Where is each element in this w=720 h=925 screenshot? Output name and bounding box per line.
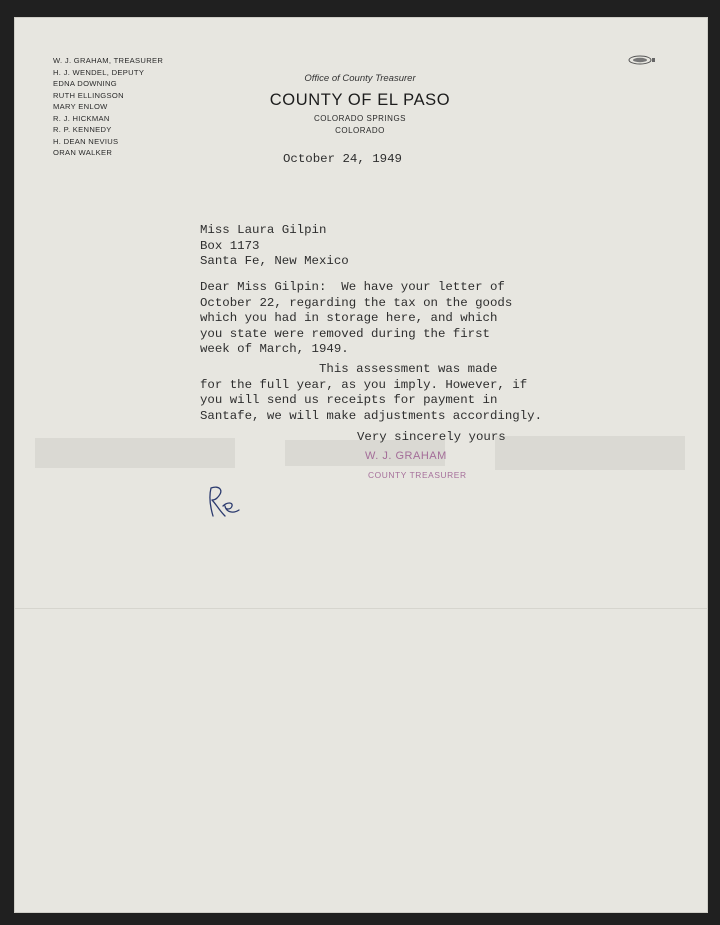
- staff-name: W. J. GRAHAM, TREASURER: [53, 56, 164, 65]
- body-line: you state were removed during the first: [200, 326, 490, 341]
- city-line: COLORADO SPRINGS: [313, 114, 406, 123]
- body-paragraph-1: [200, 280, 512, 358]
- signature-stamp-title: COUNTY TREASURER: [368, 470, 467, 480]
- recipient-address: [200, 223, 349, 270]
- staff-name: RUTH ELLINGSON: [53, 90, 124, 100]
- body-paragraph-2: [200, 362, 542, 424]
- office-line: Office of County Treasurer: [304, 73, 416, 84]
- county-name: COUNTY OF EL PASO: [269, 91, 451, 109]
- address-line: Miss Laura Gilpin: [200, 223, 327, 237]
- handwritten-initials: [205, 484, 245, 520]
- letter-date: October 24, 1949: [283, 152, 402, 166]
- staff-name: H. DEAN NEVIUS: [53, 136, 119, 146]
- body-line: which you had in storage here, and which: [200, 311, 498, 326]
- staff-list: [53, 55, 163, 159]
- staff-name: R. J. HICKMAN: [53, 113, 110, 123]
- address-line: Box 1173: [200, 238, 260, 253]
- body-line: Santafe, we will make adjustments accordingly.: [200, 408, 543, 423]
- staff-name: MARY ENLOW: [53, 102, 108, 111]
- address-line: Santa Fe, New Mexico: [200, 254, 349, 269]
- union-label-icon: [628, 55, 656, 65]
- staff-name: EDNA DOWNING: [53, 79, 117, 88]
- body-line: for the full year, as you imply. However, if: [200, 377, 528, 392]
- letter-page: [15, 18, 707, 912]
- body-line: Dear Miss Gilpin: We have your letter of: [200, 280, 505, 294]
- signature-stamp-name: W. J. GRAHAM: [365, 450, 447, 462]
- state-line: COLORADO: [335, 126, 385, 135]
- body-line: week of March, 1949.: [200, 342, 349, 357]
- body-line: October 22, regarding the tax on the goods: [200, 295, 513, 310]
- paper-fold: [15, 608, 707, 609]
- body-line: you will send us receipts for payment in: [200, 393, 498, 408]
- staff-name: R. P. KENNEDY: [53, 125, 112, 134]
- staff-name: ORAN WALKER: [53, 148, 113, 157]
- staff-name: H. J. WENDEL, DEPUTY: [53, 67, 145, 77]
- body-line: This assessment was made: [200, 362, 498, 376]
- closing-line: Very sincerely yours: [357, 430, 506, 444]
